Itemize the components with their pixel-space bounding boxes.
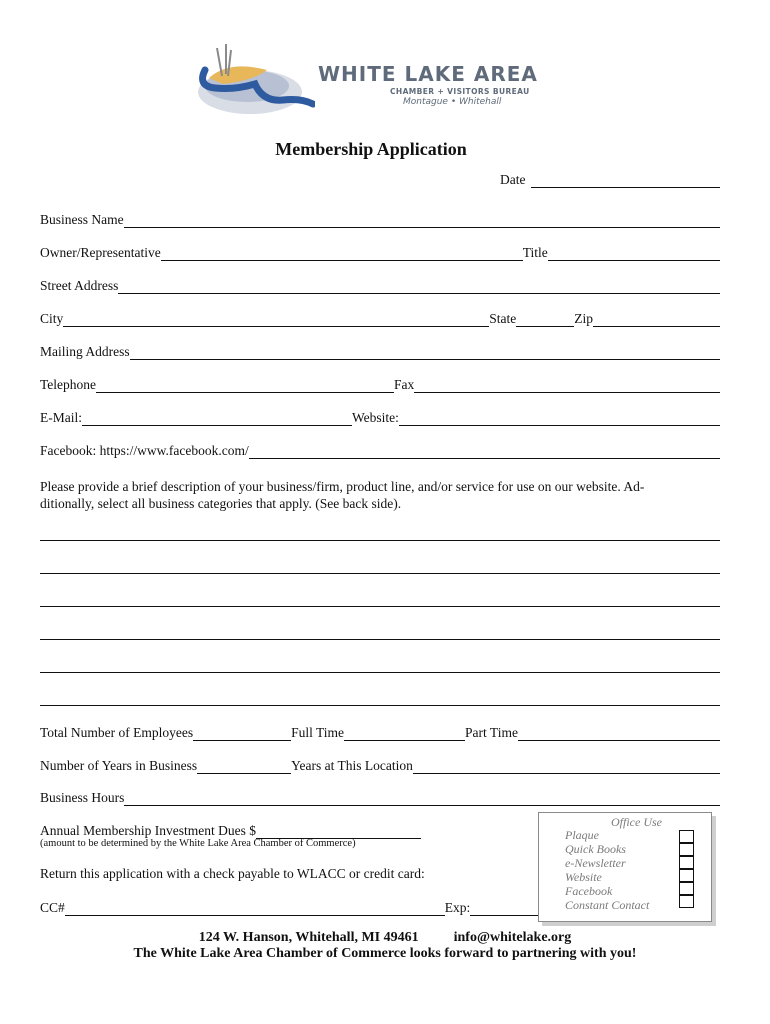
facebook-label: Facebook: https://www.facebook.com/ <box>40 443 249 458</box>
chamber-logo <box>195 40 540 115</box>
telephone-label: Telephone <box>40 377 97 392</box>
zip-label: Zip <box>574 311 594 326</box>
description-line[interactable] <box>40 573 720 574</box>
logo-title: WHITE LAKE AREA <box>318 62 538 86</box>
date-field[interactable] <box>531 173 720 188</box>
hours-field[interactable] <box>124 791 720 806</box>
email-label: E-Mail: <box>40 410 82 425</box>
email-field[interactable] <box>82 411 352 426</box>
parttime-field[interactable] <box>518 726 720 741</box>
zip-field[interactable] <box>593 312 720 327</box>
constant-contact-checkbox[interactable] <box>679 895 694 908</box>
business-name-field[interactable] <box>124 213 720 228</box>
office-use-box <box>538 812 712 922</box>
fulltime-label: Full Time <box>291 725 345 740</box>
footer-contact <box>0 930 770 946</box>
street-field[interactable] <box>118 279 720 294</box>
office-item-newsletter: e-Newsletter <box>565 856 626 870</box>
footer-tagline: The White Lake Area Chamber of Commerce looks forward to partnering with you! <box>133 946 637 961</box>
plaque-checkbox[interactable] <box>679 830 694 843</box>
dues-label: Annual Membership Investment Dues $ <box>40 823 256 838</box>
logo-locations: Montague • Whitehall <box>403 97 502 107</box>
owner-field[interactable] <box>161 246 523 261</box>
description-line-1: Please provide a brief description of your business/firm, product line, and/or service for use on our website. Ad- <box>40 479 645 494</box>
dues-note: (amount to be determined by the White Lake Area Chamber of Commerce) <box>40 838 356 849</box>
city-field[interactable] <box>63 312 489 327</box>
mailing-label: Mailing Address <box>40 344 130 359</box>
title-field[interactable] <box>548 246 720 261</box>
website-field[interactable] <box>399 411 720 426</box>
website-label: Website: <box>352 410 399 425</box>
website-checkbox[interactable] <box>679 869 694 882</box>
telephone-field[interactable] <box>96 378 394 393</box>
years-location-field[interactable] <box>413 759 720 774</box>
office-use-heading: Office Use <box>611 815 662 829</box>
description-line-2: ditionally, select all business categories that apply. (See back side). <box>40 496 402 511</box>
fulltime-field[interactable] <box>344 726 465 741</box>
office-item-plaque: Plaque <box>565 828 599 842</box>
business-name-label: Business Name <box>40 212 124 227</box>
state-field[interactable] <box>516 312 574 327</box>
employees-field[interactable] <box>193 726 291 741</box>
footer-address: 124 W. Hanson, Whitehall, MI 49461 <box>198 930 419 945</box>
years-label: Number of Years in Business <box>40 758 198 773</box>
mailing-field[interactable] <box>130 345 720 360</box>
parttime-label: Part Time <box>465 725 518 740</box>
lake-logo-icon <box>195 40 315 115</box>
cc-field[interactable] <box>65 901 445 916</box>
description-line[interactable] <box>40 606 720 607</box>
employees-label: Total Number of Employees <box>40 725 194 740</box>
facebook-checkbox[interactable] <box>679 882 694 895</box>
newsletter-checkbox[interactable] <box>679 856 694 869</box>
office-item-facebook: Facebook <box>565 884 613 898</box>
city-label: City <box>40 311 64 326</box>
office-item-website: Website <box>565 870 602 884</box>
exp-label: Exp: <box>444 900 471 915</box>
exp-field[interactable] <box>470 901 540 916</box>
description-line[interactable] <box>40 672 720 673</box>
office-item-constant-contact: Constant Contact <box>565 898 650 912</box>
page-title: Membership Application <box>275 139 467 159</box>
years-location-label: Years at This Location <box>291 758 413 773</box>
years-field[interactable] <box>197 759 291 774</box>
footer-email[interactable]: info@whitelake.org <box>453 930 572 945</box>
state-label: State <box>489 311 517 326</box>
street-label: Street Address <box>40 278 119 293</box>
quickbooks-checkbox[interactable] <box>679 843 694 856</box>
date-label: Date <box>500 172 526 187</box>
owner-label: Owner/Representative <box>40 245 161 260</box>
description-instructions <box>40 478 730 512</box>
fax-field[interactable] <box>414 378 720 393</box>
return-instructions: Return this application with a check payable to WLACC or credit card: <box>40 866 425 881</box>
dues-field[interactable] <box>256 824 421 839</box>
office-item-quickbooks: Quick Books <box>565 842 626 856</box>
description-line[interactable] <box>40 705 720 706</box>
title-label: Title <box>522 245 548 260</box>
cc-label: CC# <box>40 900 65 915</box>
facebook-field[interactable] <box>249 444 720 459</box>
fax-label: Fax <box>394 377 415 392</box>
description-line[interactable] <box>40 639 720 640</box>
description-line[interactable] <box>40 540 720 541</box>
hours-label: Business Hours <box>40 790 125 805</box>
logo-subtitle: CHAMBER + VISITORS BUREAU <box>390 87 530 96</box>
